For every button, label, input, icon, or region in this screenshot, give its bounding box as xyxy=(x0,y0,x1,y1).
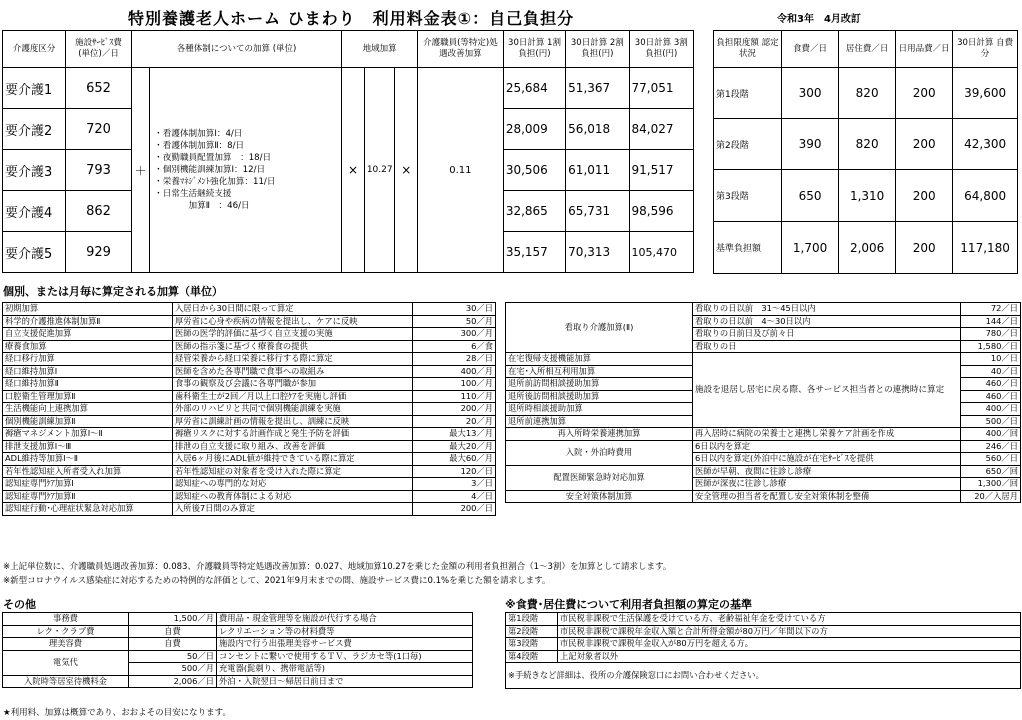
cost-3wari: 91,517 xyxy=(629,150,693,191)
addition-value: 3／日 xyxy=(413,478,496,491)
criteria-stage: 第1段階 xyxy=(506,613,558,626)
cost-1wari: 32,865 xyxy=(503,191,565,232)
base-units: 793 xyxy=(66,150,131,191)
daily-fee: 200 xyxy=(896,119,953,170)
hdr-room: 居住費／日 xyxy=(839,31,896,68)
note-line: ※上記単位数に、介護職員処遇改善加算：0.083、介護職員等特定処遇改善加算：0.027、地域加算10.27を乗じた金額の利用者負担割合（1～3割）を加算として請求します。 xyxy=(3,562,672,572)
addition-desc: 医師を含めた各専門職で食事への取組み xyxy=(173,365,413,378)
addition-name: 認知症専門ｹｱ加算Ⅰ xyxy=(3,478,173,491)
addition-name: 自立支援促進加算 xyxy=(3,328,173,341)
addition-name: 生活機能向上連携加算 xyxy=(3,403,173,416)
addition-value: 120／日 xyxy=(413,465,496,478)
addition-name: 認知症行動･心理症状緊急対応加算 xyxy=(3,503,173,516)
addition-name: 褥瘡マネジメント加算Ⅰ～Ⅱ xyxy=(3,428,173,441)
burden-table xyxy=(713,30,1018,274)
section-heading-criteria: ※食費･居住費について利用者負担額の算定の基準 xyxy=(505,598,752,611)
doctor-val: 1,300／回 xyxy=(961,478,1021,491)
region-value: 10.27 xyxy=(364,68,395,273)
group-name: 退所前連携加算 xyxy=(506,415,693,428)
table-row xyxy=(3,478,496,491)
other-val: 自費 xyxy=(129,638,217,651)
room-fee: 820 xyxy=(839,68,896,119)
hdr-care-level: 介護度区分 xyxy=(3,31,66,68)
criteria-stage: 第2段階 xyxy=(506,625,558,638)
hospital-desc: 6日以内を算定 xyxy=(693,440,961,453)
addition-line: ・栄養ﾏﾈｼﾞﾒﾝﾄ強化加算：11/日 xyxy=(154,177,276,187)
addition-name: 療養食加算 xyxy=(3,340,173,353)
hospital-val: 560／日 xyxy=(961,453,1021,466)
mitori-desc: 看取りの日以前 31～45日以内 xyxy=(693,303,961,316)
other-val: 自費 xyxy=(129,625,217,638)
revision-date: 令和3年 4月改訂 xyxy=(777,14,861,25)
hdr-selfpay: 30日計算 自費分 xyxy=(953,31,1018,68)
footer-note: ★利用料、加算は概算であり、おおよその目安になります。 xyxy=(3,708,231,718)
addition-value: 最大13／月 xyxy=(413,428,496,441)
other-val: 2,006／日 xyxy=(129,675,217,688)
care-level-label: 要介護3 xyxy=(3,150,66,191)
daily-fee: 200 xyxy=(896,68,953,119)
other-desc: 費用品・現金管理等を施設が代行する場合 xyxy=(217,613,473,626)
food-fee: 300 xyxy=(782,68,839,119)
addition-value: 最大60／月 xyxy=(413,453,496,466)
burden-stage: 第2段階 xyxy=(714,119,782,170)
addition-name: ADL維持等加算Ⅰ～Ⅱ xyxy=(3,453,173,466)
addition-line: ・日常生活継続支援 xyxy=(154,189,232,199)
food-fee: 390 xyxy=(782,119,839,170)
group-val: 500／日 xyxy=(961,415,1021,428)
hdr-base-fee: 施設ｻｰﾋﾞｽ費 (単位)／日 xyxy=(66,31,131,68)
addition-desc: 外部のリハビリと共同で個別機能訓練を実施 xyxy=(173,403,413,416)
table-row xyxy=(3,303,496,316)
other-val: 500／月 xyxy=(129,663,217,676)
addition-desc: 認知症への専門的な対応 xyxy=(173,478,413,491)
other-name: 理美容費 xyxy=(3,638,129,651)
hdr-region: 地域加算 xyxy=(342,31,418,68)
addition-value: 100／月 xyxy=(413,378,496,391)
cost-2wari: 61,011 xyxy=(566,150,629,191)
reentry-name: 再入所時栄養連携加算 xyxy=(506,428,693,441)
group-val: 460／日 xyxy=(961,378,1021,391)
criteria-desc: 市民税非課税で課税年金収入が80万円を超える方。 xyxy=(558,638,1021,651)
mitori-name: 看取り介護加算(Ⅱ) xyxy=(506,303,693,353)
group-name: 在宅･入所相互利用加算 xyxy=(506,365,693,378)
table-row xyxy=(3,403,496,416)
addition-name: 経口維持加算Ⅱ xyxy=(3,378,173,391)
doctor-desc: 医師が深夜に往診し診療 xyxy=(693,478,961,491)
additions-list xyxy=(150,68,342,273)
table-row xyxy=(3,490,496,503)
table-row xyxy=(3,453,496,466)
section-heading-other: その他 xyxy=(3,598,36,611)
care-level-label: 要介護2 xyxy=(3,109,66,150)
addition-desc: 歯科衛生士が2回／月以上口腔ｹｱを実施し評価 xyxy=(173,390,413,403)
group-val: 460／日 xyxy=(961,390,1021,403)
other-desc: 充電器(髭剃り、携帯電話等) xyxy=(217,663,473,676)
criteria-table xyxy=(505,612,1021,689)
addition-desc: 厚労省に訓練計画の情報を提出し、訓練に反映 xyxy=(173,415,413,428)
reentry-desc: 再入居時に病院の栄養士と連携し栄養ケア計画を作成 xyxy=(693,428,961,441)
section-heading-individual: 個別、または月毎に算定される加算（単位） xyxy=(3,285,223,298)
cost-2wari: 51,367 xyxy=(566,68,629,109)
base-units: 862 xyxy=(66,191,131,232)
cost-3wari: 98,596 xyxy=(629,191,693,232)
addition-name: 口腔衛生管理加算Ⅱ xyxy=(3,390,173,403)
cost-2wari: 70,313 xyxy=(566,232,629,273)
addition-line: 加算Ⅱ ：46/日 xyxy=(154,201,250,211)
addition-name: 個別機能訓練加算Ⅱ xyxy=(3,415,173,428)
addition-name: 経口維持加算Ⅰ xyxy=(3,365,173,378)
addition-name: 若年性認知症入所者受入れ加算 xyxy=(3,465,173,478)
group-val: 400／日 xyxy=(961,403,1021,416)
addition-value: 20／月 xyxy=(413,415,496,428)
room-fee: 2,006 xyxy=(839,222,896,274)
addition-name: 認知症専門ｹｱ加算Ⅱ xyxy=(3,490,173,503)
mitori-desc: 看取りの日前日及び前々日 xyxy=(693,328,961,341)
cost-2wari: 65,731 xyxy=(566,191,629,232)
cost-3wari: 105,470 xyxy=(629,232,693,273)
cost-2wari: 56,018 xyxy=(566,109,629,150)
cost-3wari: 84,027 xyxy=(629,109,693,150)
addition-desc: 経管栄養から経口栄養に移行する際に算定 xyxy=(173,353,413,366)
burden-stage: 第1段階 xyxy=(714,68,782,119)
criteria-desc: 上記対象者以外 xyxy=(558,650,1021,663)
safety-desc: 安全管理の担当者を配置し安全対策体制を整備 xyxy=(693,490,961,503)
criteria-stage: 第4段階 xyxy=(506,650,558,663)
main-fee-table xyxy=(2,30,694,273)
mitori-val: 144／日 xyxy=(961,315,1021,328)
food-fee: 650 xyxy=(782,170,839,222)
table-row xyxy=(3,465,496,478)
mitori-val: 780／日 xyxy=(961,328,1021,341)
care-level-label: 要介護5 xyxy=(3,232,66,273)
group-name: 退所後訪問相談援助加算 xyxy=(506,390,693,403)
hospital-desc: 6日以内を算定(外泊中に施設が在宅ｻｰﾋﾞｽを提供 xyxy=(693,453,961,466)
table-row xyxy=(3,440,496,453)
hdr-1wari: 30日計算 1割負担(円) xyxy=(503,31,565,68)
group-name: 退所時相談援助加算 xyxy=(506,403,693,416)
table-row xyxy=(3,340,496,353)
safety-name: 安全対策体制加算 xyxy=(506,490,693,503)
addition-desc: 排泄の自立支援に取り組み、改善を評価 xyxy=(173,440,413,453)
addition-value: 300／月 xyxy=(413,328,496,341)
addition-value: 最大20／月 xyxy=(413,440,496,453)
addition-value: 400／月 xyxy=(413,365,496,378)
criteria-desc: 市民税非課税で生活保護を受けている方、老齢福祉年金を受けている方 xyxy=(558,613,1021,626)
other-desc: コンセントに繋いで使用するＴＶ、ラジカセ等(1口毎) xyxy=(217,650,473,663)
times-sign: × xyxy=(395,68,418,273)
times-sign: × xyxy=(342,68,364,273)
mitori-desc: 看取りの日 xyxy=(693,340,961,353)
page-title: 特別養護老人ホーム ひまわり 利用料金表①：自己負担分 xyxy=(128,9,575,28)
mitori-val: 72／日 xyxy=(961,303,1021,316)
other-name: 電気代 xyxy=(3,650,129,675)
note-line: ※新型コロナウイルス感染症に対応するための特例的な評価として、2021年9月末までの間、施設サービス費に0.1%を乗じた額を請求します。 xyxy=(3,576,551,586)
hdr-stage: 負担限度額 認定状況 xyxy=(714,31,782,68)
addition-desc: 褥瘡リスクに対する計画作成と発生予防を評価 xyxy=(173,428,413,441)
burden-stage: 基準負担額 xyxy=(714,222,782,274)
addition-line: ・看護体制加算Ⅰ：4/日 xyxy=(154,129,243,139)
table-row xyxy=(3,378,496,391)
hospital-name: 入院・外泊時費用 xyxy=(506,440,693,465)
other-desc: 施設内で行う出張理美容サービス費 xyxy=(217,638,473,651)
criteria-stage: 第3段階 xyxy=(506,638,558,651)
addition-line: ・夜勤職員配置加算 ：18/日 xyxy=(154,153,272,163)
base-units: 652 xyxy=(66,68,131,109)
safety-val: 20／入居月 xyxy=(961,490,1021,503)
criteria-note: ※手続きなど詳細は、役所の介護保険窓口にお問い合わせください。 xyxy=(506,663,1021,689)
addition-name: 初期加算 xyxy=(3,303,173,316)
addition-desc: 認知症への教育体制による対応 xyxy=(173,490,413,503)
other-val: 1,500／月 xyxy=(129,613,217,626)
doctor-name: 配置医師緊急時対応加算 xyxy=(506,465,693,490)
cost-1wari: 35,157 xyxy=(503,232,565,273)
table-row xyxy=(3,328,496,341)
table-row xyxy=(3,503,496,516)
table-row xyxy=(3,315,496,328)
reentry-val: 400／回 xyxy=(961,428,1021,441)
mitori-desc: 看取りの日以前 4～30日以内 xyxy=(693,315,961,328)
addition-value: 110／月 xyxy=(413,390,496,403)
cost-1wari: 25,684 xyxy=(503,68,565,109)
addition-desc: 医師の医学的評価に基づく自立支援の実施 xyxy=(173,328,413,341)
addition-desc: 入居6ヶ月後にADL値が維持できている際に算定 xyxy=(173,453,413,466)
addition-line: ・個別機能訓練加算Ⅰ：12/日 xyxy=(154,165,266,175)
addition-desc: 若年性認知症の対象者を受け入れた際に算定 xyxy=(173,465,413,478)
care-level-label: 要介護1 xyxy=(3,68,66,109)
base-units: 929 xyxy=(66,232,131,273)
selfpay-total: 42,300 xyxy=(953,119,1018,170)
addition-value: 6／食 xyxy=(413,340,496,353)
mitori-val: 1,580／日 xyxy=(961,340,1021,353)
addition-line: ・看護体制加算Ⅱ：8/日 xyxy=(154,141,245,151)
criteria-desc: 市民税非課税で課税年金収入額と合計所得金額が80万円／年間以下の方 xyxy=(558,625,1021,638)
table-row xyxy=(3,353,496,366)
addition-value: 50／月 xyxy=(413,315,496,328)
addition-value: 4／日 xyxy=(413,490,496,503)
addition-desc: 入居日から30日間に限って算定 xyxy=(173,303,413,316)
room-fee: 1,310 xyxy=(839,170,896,222)
other-desc: 外泊・入院翌日～帰居日前日まで xyxy=(217,675,473,688)
burden-stage: 第3段階 xyxy=(714,170,782,222)
group-val: 10／日 xyxy=(961,353,1021,366)
hdr-daily: 日用品費／日 xyxy=(896,31,953,68)
addition-value: 28／日 xyxy=(413,353,496,366)
addition-value: 200／月 xyxy=(413,403,496,416)
hdr-food: 食費／日 xyxy=(782,31,839,68)
table-row xyxy=(3,365,496,378)
other-fees-table xyxy=(2,612,473,688)
selfpay-total: 117,180 xyxy=(953,222,1018,274)
addition-name: 経口移行加算 xyxy=(3,353,173,366)
other-name: 入院時等居室待機料金 xyxy=(3,675,129,688)
group-desc: 施設を退居し居宅に戻る際、各サービス担当者との連携時に算定 xyxy=(693,353,961,428)
addition-name: 科学的介護推進体制加算Ⅱ xyxy=(3,315,173,328)
daily-fee: 200 xyxy=(896,222,953,274)
improve-value: 0.11 xyxy=(417,68,503,273)
hdr-2wari: 30日計算 2割負担(円) xyxy=(566,31,629,68)
group-name: 在宅復帰支援機能加算 xyxy=(506,353,693,366)
individual-rows xyxy=(3,303,496,516)
other-name: レク・クラブ費 xyxy=(3,625,129,638)
doctor-val: 650／回 xyxy=(961,465,1021,478)
hdr-3wari: 30日計算 3割負担(円) xyxy=(629,31,693,68)
other-desc: レクリエーション等の材料費等 xyxy=(217,625,473,638)
cost-3wari: 77,051 xyxy=(629,68,693,109)
doctor-desc: 医師が早朝、夜間に往診し診療 xyxy=(693,465,961,478)
group-val: 40／日 xyxy=(961,365,1021,378)
hdr-improve: 介護職員(等特定)処遇改善加算 xyxy=(417,31,503,68)
addition-desc: 食事の観察及び会議に各専門職が参加 xyxy=(173,378,413,391)
group-name: 退所前訪問相談援助加算 xyxy=(506,378,693,391)
table-row xyxy=(3,428,496,441)
food-fee: 1,700 xyxy=(782,222,839,274)
daily-fee: 200 xyxy=(896,170,953,222)
addition-name: 排泄支援加算Ⅰ～Ⅲ xyxy=(3,440,173,453)
other-val: 50／日 xyxy=(129,650,217,663)
cost-1wari: 28,009 xyxy=(503,109,565,150)
individual-additions-table-right xyxy=(505,302,1021,503)
addition-desc: 医師の指示箋に基づく療養食の提供 xyxy=(173,340,413,353)
table-row xyxy=(3,390,496,403)
cost-1wari: 30,506 xyxy=(503,150,565,191)
addition-value: 30／日 xyxy=(413,303,496,316)
addition-desc: 厚労省に心身や疾病の情報を提出し、ケアに反映 xyxy=(173,315,413,328)
care-level-label: 要介護4 xyxy=(3,191,66,232)
base-units: 720 xyxy=(66,109,131,150)
hospital-val: 246／日 xyxy=(961,440,1021,453)
room-fee: 820 xyxy=(839,119,896,170)
other-name: 事務費 xyxy=(3,613,129,626)
addition-desc: 入所後7日間のみ算定 xyxy=(173,503,413,516)
selfpay-total: 64,800 xyxy=(953,170,1018,222)
individual-additions-table xyxy=(2,302,496,516)
addition-value: 200／日 xyxy=(413,503,496,516)
selfpay-total: 39,600 xyxy=(953,68,1018,119)
table-row xyxy=(3,415,496,428)
hdr-additions: 各種体制についての加算 (単位) xyxy=(131,31,342,68)
plus-sign: ＋ xyxy=(131,68,149,273)
